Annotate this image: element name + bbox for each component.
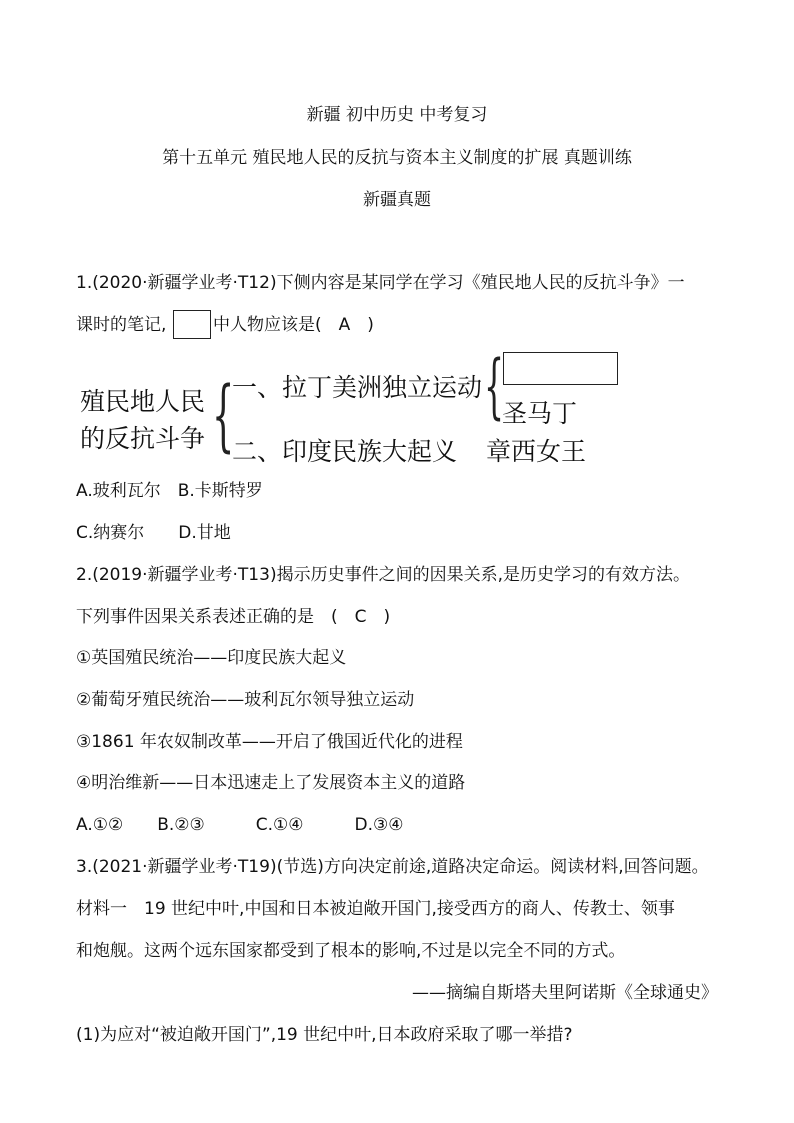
q1-options-row2: C.纳赛尔 D.甘地 <box>76 523 231 543</box>
left-brace: { <box>212 371 235 461</box>
page-subtitle: 第十五单元 殖民地人民的反抗与资本主义制度的扩展 真题训练 <box>162 148 632 168</box>
q1-stem-line2-pre: 课时的笔记, <box>76 315 167 335</box>
diagram-branch-2: 二、印度民族大起义 <box>232 437 458 466</box>
q2-stem-line1: 2.(2019·新疆学业考·T13)揭示历史事件之间的因果关系,是历史学习的有效方法。 <box>76 565 690 585</box>
q2-item-4: ④明治维新——日本迅速走上了发展资本主义的道路 <box>76 773 466 793</box>
diagram-root-line1: 殖民地人民 <box>80 387 206 416</box>
diagram-branch1-item2: 圣马丁 <box>502 399 578 428</box>
q2-item-1: ①英国殖民统治——印度民族大起义 <box>76 648 347 668</box>
q1-options-row1: A.玻利瓦尔 B.卡斯特罗 <box>76 481 263 501</box>
q2-item-2: ②葡萄牙殖民统治——玻利瓦尔领导独立运动 <box>76 690 415 710</box>
q3-stem: 3.(2021·新疆学业考·T19)(节选)方向决定前途,道路决定命运。阅读材料,回答问题。 <box>76 857 709 877</box>
page-title: 新疆 初中历史 中考复习 <box>306 105 488 125</box>
q2-item-3: ③1861 年农奴制改革——开启了俄国近代化的进程 <box>76 732 463 752</box>
q3-subquestion-1: (1)为应对“被迫敞开国门”,19 世纪中叶,日本政府采取了哪一举措? <box>76 1025 573 1045</box>
diagram-branch-1: 一、拉丁美洲独立运动 <box>232 373 483 402</box>
diagram-branch2-item: 章西女王 <box>486 437 587 466</box>
diagram-blank-box <box>503 352 618 385</box>
right-brace: { <box>484 345 505 427</box>
q2-stem-line2: 下列事件因果关系表述正确的是 ( C ) <box>76 607 391 627</box>
q1-stem-line1: 1.(2020·新疆学业考·T12)下侧内容是某同学在学习《殖民地人民的反抗斗争》一 <box>76 273 685 293</box>
q3-material-line1: 材料一 19 世纪中叶,中国和日本被迫敞开国门,接受西方的商人、传教士、领事 <box>76 899 675 919</box>
q1-answer-blank-box <box>173 310 211 339</box>
q1-stem-line2-post: 中人物应该是( A ) <box>213 315 374 335</box>
q2-options: A.①② B.②③ C.①④ D.③④ <box>76 815 404 835</box>
diagram-root-line2: 的反抗斗争 <box>80 424 206 453</box>
q3-material-line2: 和炮舰。这两个远东国家都受到了根本的影响,不过是以完全不同的方式。 <box>76 941 626 961</box>
section-heading: 新疆真题 <box>363 190 431 210</box>
q3-source: ——摘编自斯塔夫里阿诺斯《全球通史》 <box>412 983 718 1003</box>
